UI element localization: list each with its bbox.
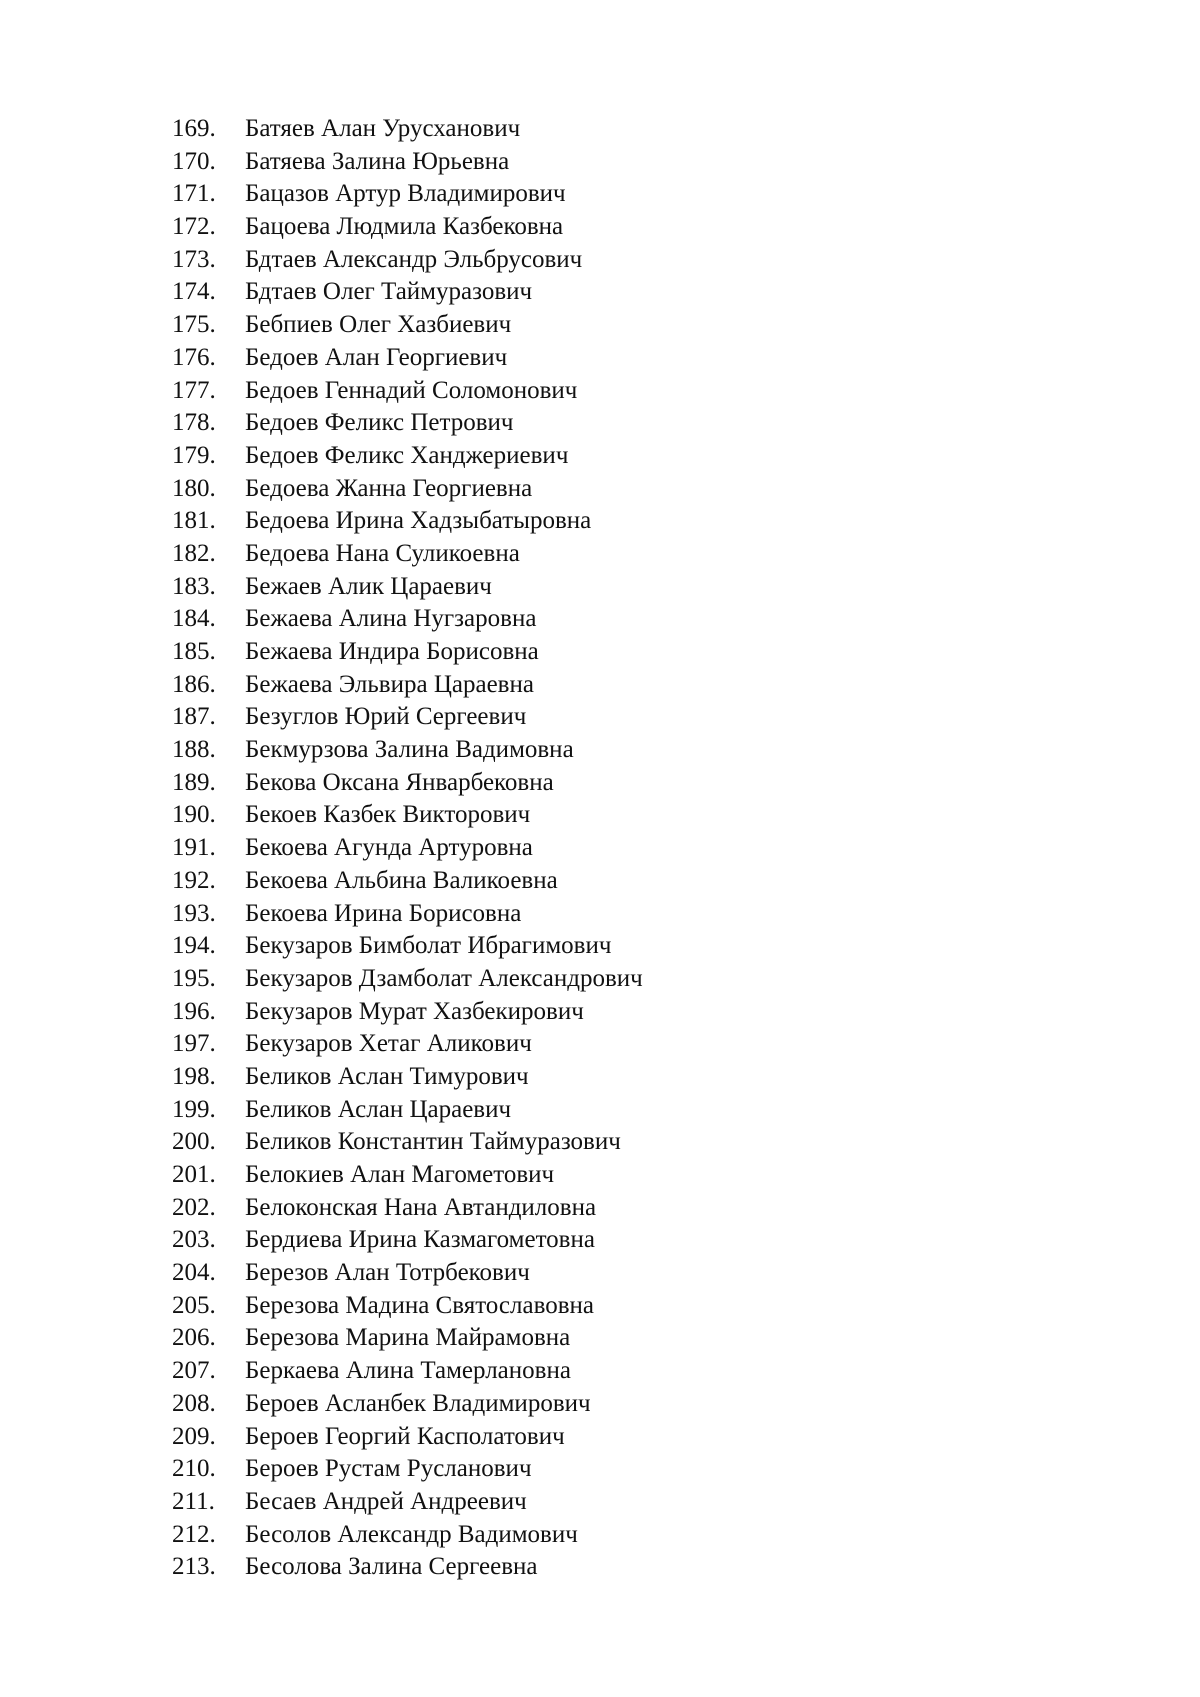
item-name: Березова Марина Майрамовна (245, 1324, 571, 1352)
item-name: Бесолова Залина Сергеевна (245, 1553, 538, 1581)
list-item (0, 734, 800, 767)
item-name: Бедоев Геннадий Соломонович (245, 376, 578, 404)
item-name: Бедоева Нана Суликоевна (245, 539, 520, 567)
item-name: Беликов Константин Таймуразович (245, 1128, 621, 1156)
list-item (0, 1486, 800, 1519)
item-name: Бедоев Алан Георгиевич (245, 343, 508, 371)
item-number: 183. (172, 572, 216, 600)
item-number: 197. (172, 1030, 216, 1058)
item-name: Бедоева Жанна Георгиевна (245, 474, 533, 502)
item-name: Бесолов Александр Вадимович (245, 1520, 578, 1548)
item-number: 180. (172, 474, 216, 502)
list-item (0, 1061, 800, 1094)
list-item (0, 832, 800, 865)
item-name: Бекузаров Бимболат Ибрагимович (245, 932, 612, 960)
item-number: 189. (172, 768, 216, 796)
item-number: 193. (172, 899, 216, 927)
list-item (0, 407, 800, 440)
list-item (0, 898, 800, 931)
item-name: Бедоева Ирина Хадзыбатыровна (245, 507, 592, 535)
item-number: 204. (172, 1259, 216, 1287)
list-item (0, 571, 800, 604)
item-number: 186. (172, 670, 216, 698)
list-item (0, 1192, 800, 1225)
list-item (0, 1322, 800, 1355)
list-item (0, 538, 800, 571)
item-number: 185. (172, 638, 216, 665)
list-item (0, 146, 800, 179)
item-number: 178. (172, 409, 216, 437)
item-number: 202. (172, 1193, 216, 1221)
item-name: Бацоева Людмила Казбековна (245, 213, 564, 241)
item-number: 199. (172, 1095, 216, 1123)
list-item (0, 473, 800, 506)
item-name: Батяева Залина Юрьевна (245, 147, 510, 175)
list-item (0, 1290, 800, 1323)
item-name: Березова Мадина Святославовна (245, 1291, 594, 1319)
item-name: Бердиева Ирина Казмагометовна (245, 1226, 595, 1254)
list-item (0, 1224, 800, 1257)
item-number: 174. (172, 278, 216, 306)
list-item (0, 1028, 800, 1061)
item-name: Беликов Аслан Цараевич (245, 1095, 512, 1123)
list-item (0, 1126, 800, 1159)
list-item (0, 440, 800, 473)
item-name: Бекузаров Дзамболат Александрович (245, 964, 643, 992)
list-item (0, 799, 800, 832)
list-item (0, 309, 800, 342)
item-name: Бекоев Казбек Викторович (245, 801, 531, 829)
item-number: 191. (172, 834, 216, 862)
list-item (0, 636, 800, 669)
list-item (0, 505, 800, 538)
list-item (0, 1355, 800, 1388)
item-number: 173. (172, 245, 216, 273)
list-item (0, 603, 800, 636)
item-number: 198. (172, 1062, 216, 1090)
item-name: Бдтаев Олег Таймуразович (245, 278, 533, 306)
item-name: Бероев Асланбек Владимирович (245, 1389, 591, 1417)
list-item (0, 963, 800, 996)
list-item (0, 1257, 800, 1290)
item-number: 169. (172, 115, 216, 142)
item-number: 194. (172, 932, 216, 960)
item-number: 192. (172, 866, 216, 894)
item-number: 177. (172, 376, 216, 404)
item-name: Березов Алан Тотрбекович (245, 1259, 530, 1287)
item-name: Белокиев Алан Магометович (245, 1161, 555, 1188)
list-item (0, 1519, 800, 1552)
item-number: 201. (172, 1161, 216, 1188)
list-item (0, 1094, 800, 1127)
item-name: Бекоева Ирина Борисовна (245, 899, 522, 927)
item-name: Батяев Алан Урусханович (245, 115, 521, 142)
item-number: 184. (172, 605, 216, 633)
item-number: 210. (172, 1455, 216, 1483)
list-item (0, 1388, 800, 1421)
item-name: Бекоева Агунда Артуровна (245, 834, 533, 862)
item-number: 206. (172, 1324, 216, 1352)
list-item (0, 375, 800, 408)
item-number: 172. (172, 213, 216, 241)
item-name: Бдтаев Александр Эльбрусович (245, 245, 583, 273)
item-number: 211. (172, 1487, 215, 1515)
item-number: 205. (172, 1291, 216, 1319)
item-name: Бероев Георгий Касполатович (245, 1422, 565, 1450)
name-list (0, 113, 800, 1584)
item-number: 181. (172, 507, 216, 535)
list-item (0, 342, 800, 375)
list-item (0, 276, 800, 309)
item-number: 188. (172, 736, 216, 764)
item-number: 203. (172, 1226, 216, 1254)
item-name: Бесаев Андрей Андреевич (245, 1487, 527, 1515)
item-name: Бежаев Алик Цараевич (245, 572, 492, 600)
item-name: Бежаева Алина Нугзаровна (245, 605, 537, 633)
item-number: 207. (172, 1357, 216, 1385)
item-number: 209. (172, 1422, 216, 1450)
list-item (0, 767, 800, 800)
item-number: 170. (172, 147, 216, 175)
item-number: 176. (172, 343, 216, 371)
list-item (0, 178, 800, 211)
list-item (0, 211, 800, 244)
item-name: Беркаева Алина Тамерлановна (245, 1357, 571, 1385)
item-name: Бедоев Феликс Ханджериевич (245, 441, 569, 469)
item-number: 190. (172, 801, 216, 829)
item-name: Бацазов Артур Владимирович (245, 180, 566, 208)
list-item (0, 1421, 800, 1454)
item-name: Бежаева Эльвира Цараевна (245, 670, 534, 698)
item-number: 196. (172, 997, 216, 1025)
item-number: 200. (172, 1128, 216, 1156)
item-number: 179. (172, 441, 216, 469)
list-item (0, 113, 800, 146)
item-name: Бедоев Феликс Петрович (245, 409, 514, 437)
list-item (0, 1551, 800, 1584)
item-number: 212. (172, 1520, 216, 1548)
item-number: 208. (172, 1389, 216, 1417)
item-name: Бероев Рустам Русланович (245, 1455, 532, 1483)
list-item (0, 701, 800, 734)
item-name: Бекузаров Мурат Хазбекирович (245, 997, 584, 1025)
item-number: 195. (172, 964, 216, 992)
item-name: Белоконская Нана Автандиловна (245, 1193, 597, 1221)
list-item (0, 244, 800, 277)
item-name: Бебпиев Олег Хазбиевич (245, 311, 512, 339)
item-number: 182. (172, 539, 216, 567)
list-item (0, 1453, 800, 1486)
item-name: Бекова Оксана Январбековна (245, 768, 554, 796)
item-number: 175. (172, 311, 216, 339)
list-item (0, 1159, 800, 1192)
item-name: Безуглов Юрий Сергеевич (245, 703, 527, 731)
list-item (0, 865, 800, 898)
item-number: 187. (172, 703, 216, 731)
list-item (0, 930, 800, 963)
item-name: Беликов Аслан Тимурович (245, 1062, 529, 1090)
item-name: Бежаева Индира Борисовна (245, 638, 539, 665)
item-number: 171. (172, 180, 216, 208)
item-name: Бекузаров Хетаг Аликович (245, 1030, 532, 1058)
list-item (0, 669, 800, 702)
list-item (0, 996, 800, 1029)
item-name: Бекмурзова Залина Вадимовна (245, 736, 574, 764)
item-number: 213. (172, 1553, 216, 1581)
item-name: Бекоева Альбина Валикоевна (245, 866, 558, 894)
